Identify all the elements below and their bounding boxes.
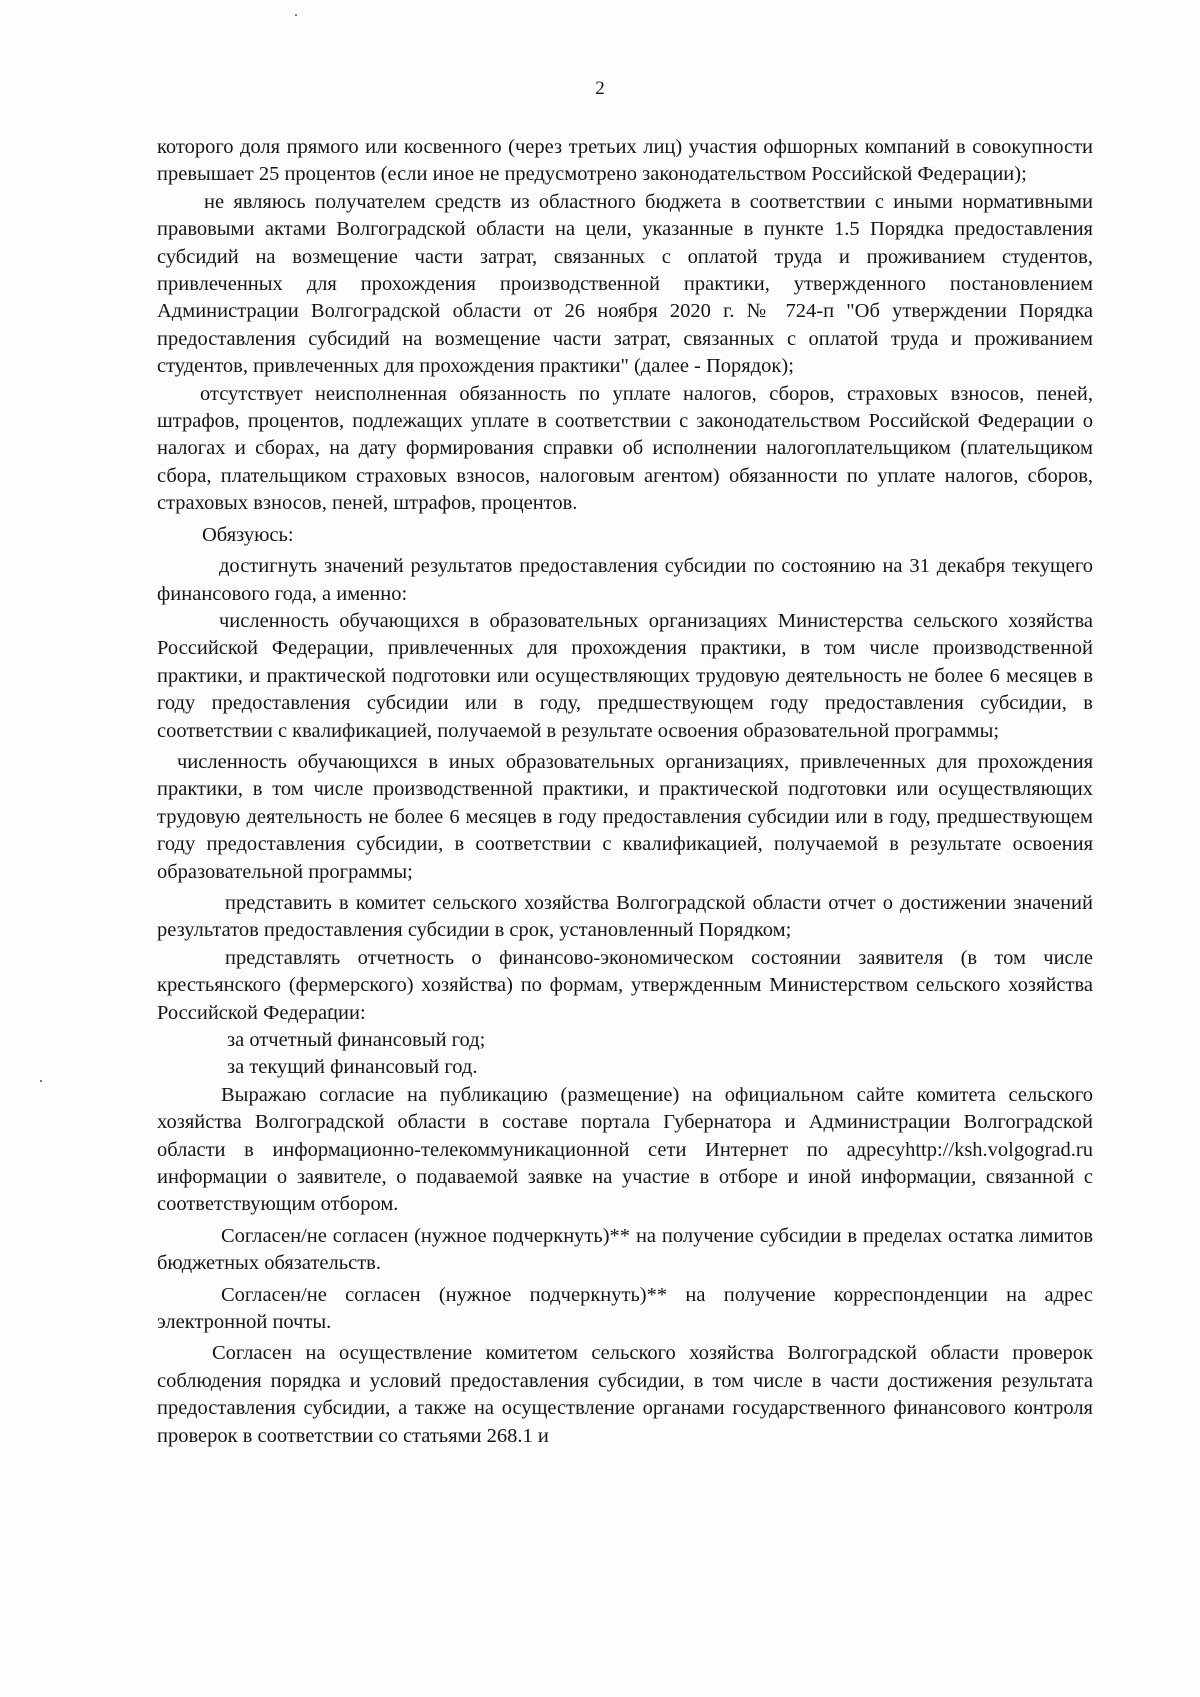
paragraph: представить в комитет сельского хозяйства Волгоградской области отчет о достижении значений результатов предоставления субсидии в срок, установленный Порядком; xyxy=(157,891,1093,942)
paragraph: не являюсь получателем средств из областного бюджета в соответствии с иными нормативными правовыми актами Волгоградской области на цели, указанные в пункте 1.5 Порядка предоставления субсидий на возмещение части затрат, связанных с оплатой труда и проживанием студентов, привлеченных для прохождения производственной практики, утвержденного постановлением Администрации Волгоградской области от 26 ноября 2020 г. № 724-п "Об утверждении Порядка предоставления субсидий на возмещение части затрат, связанных с оплатой труда и проживанием студентов, привлеченных для прохождения практики" (далее - Порядок); xyxy=(157,190,1093,378)
page-number: 2 xyxy=(595,78,605,99)
list-item: за текущий финансовый год. xyxy=(227,1056,478,1079)
list-item: за отчетный финансовый год; xyxy=(227,1029,486,1051)
paragraph: которого доля прямого или косвенного (через третьих лиц) участия офшорных компаний в совокупности превышает 25 процентов (если иное не предусмотрено законодательством Российской Федерации); xyxy=(157,136,1093,186)
paragraph: Выражаю согласие на публикацию (размещение) на официальном сайте комитета сельского хозяйства Волгоградской области в составе портала Губернатора и Администрации Волгоградской области в информационно-телекоммуникационной сети Интернет по адресуhttp://ksh.volgograd.ru информации о заявителе, о подаваемой заявке на участие в отборе и иной информации, связанной с соответствующим отбором. xyxy=(157,1083,1093,1216)
paragraph: достигнуть значений результатов предоставления субсидии по состоянию на 31 декабря текущего финансового года, а именно: xyxy=(157,555,1093,605)
paragraph: численность обучающихся в иных образовательных организациях, привлеченных для прохождения практики, в том числе производственной практики, и практической подготовки или осуществляющих трудовую деятельность не более 6 месяцев в году предоставления субсидии или в году, предшествующем году предоставления субсидии, в соответствии с квалификацией, получаемой в результате освоения образовательной программы; xyxy=(157,750,1093,883)
scan-speck xyxy=(295,14,297,16)
paragraph: Согласен на осуществление комитетом сельского хозяйства Волгоградской области проверок соблюдения порядка и условий предоставления субсидии, в том числе в части достижения результата предоставления субсидии, а также на осуществление органами государственного финансового контроля проверок в соответствии со статьями 268.1 и xyxy=(157,1342,1093,1447)
paragraph: отсутствует неисполненная обязанность по уплате налогов, сборов, страховых взносов, пеней, штрафов, процентов, подлежащих уплате в соответствии с законодательством Российской Федерации о налогах и сборах, на дату формирования справки об исполнении налогоплательщиком (плательщиком сбора, плательщиком страховых взносов, налоговым агентом) обязанности по уплате налогов, сборов, страховых взносов, пеней, штрафов, процентов. xyxy=(157,382,1093,515)
scan-speck xyxy=(40,1080,42,1082)
paragraph: численность обучающихся в образовательных организациях Министерства сельского хозяйства Российской Федерации, привлеченных для прохождения практики, в том числе производственной практики, и практической подготовки или осуществляющих трудовую деятельность не более 6 месяцев в году предоставления субсидии или в году, предшествующем году предоставления субсидии, в соответствии с квалификацией, получаемой в результате освоения образовательной программы; xyxy=(157,609,1093,742)
paragraph: Согласен/не согласен (нужное подчеркнуть)** на получение корреспонденции на адрес электронной почты. xyxy=(157,1283,1093,1334)
document-body xyxy=(157,134,1093,1450)
paragraph: Обязуюсь: xyxy=(202,523,294,546)
paragraph: Согласен/не согласен (нужное подчеркнуть)** на получение субсидии в пределах остатка лимитов бюджетных обязательств. xyxy=(157,1224,1093,1275)
paragraph: представлять отчетность о финансово-экономическом состоянии заявителя (в том числе крестьянского (фермерского) хозяйства) по формам, утвержденным Министерством сельского хозяйства Российской Федерации: xyxy=(157,946,1093,1024)
